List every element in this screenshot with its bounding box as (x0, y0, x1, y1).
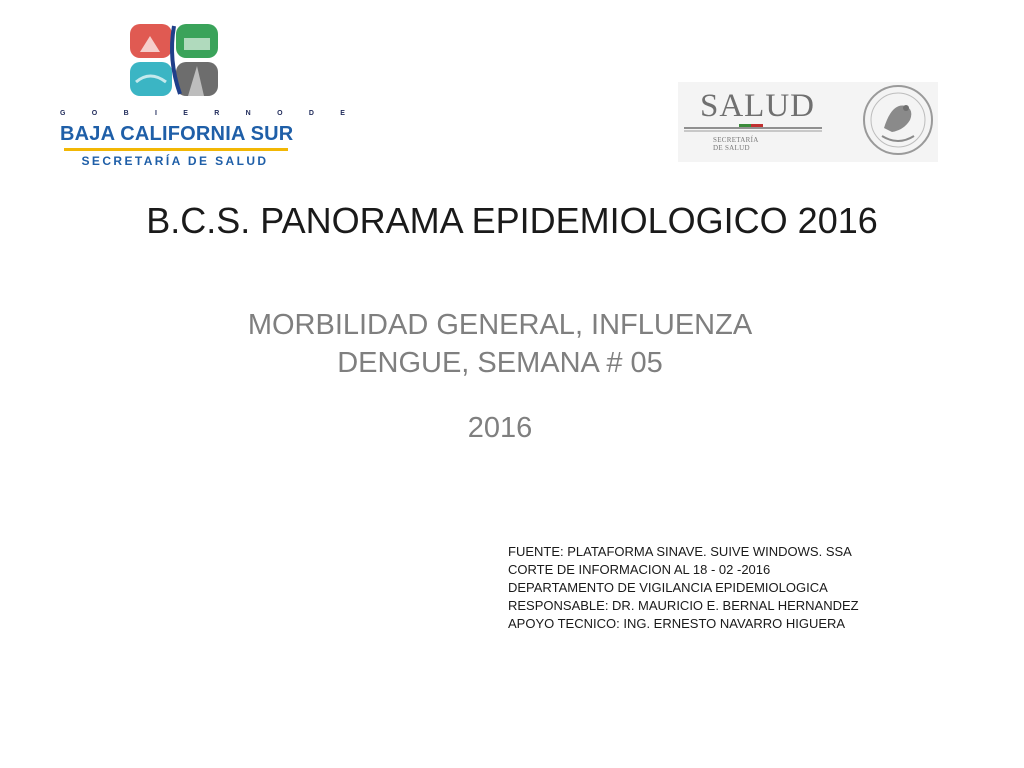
slide-title: B.C.S. PANORAMA EPIDEMIOLOGICO 2016 (146, 200, 878, 241)
flag-red-stripe (751, 124, 763, 127)
salud-rule (684, 127, 822, 129)
note-cutoff-date: CORTE DE INFORMACION AL 18 - 02 -2016 (508, 562, 771, 577)
mexico-seal-icon (862, 80, 934, 160)
salud-rule-light (684, 130, 822, 132)
source-notes (508, 543, 1008, 633)
salud-wordmark: SALUD (700, 88, 816, 124)
note-department: DEPARTAMENTO DE VIGILANCIA EPIDEMIOLOGICA (508, 580, 828, 595)
subtitle-year: 2016 (467, 412, 533, 444)
flag-green-stripe (739, 124, 751, 127)
subtitle-line-1: MORBILIDAD GENERAL, INFLUENZA (247, 309, 753, 341)
note-technical-support: APOYO TECNICO: ING. ERNESTO NAVARRO HIGUERA (508, 616, 846, 631)
salud-subtitle: SECRETARÍA DE SALUD (713, 136, 759, 152)
agency-name: SECRETARÍA DE SALUD (81, 154, 269, 168)
logo-divider (64, 148, 288, 151)
subtitle-line-2: DENGUE, SEMANA # 05 (337, 347, 663, 379)
bcs-emblem-icon (128, 22, 220, 98)
gobierno-label: G O B I E R N O D E (60, 110, 358, 117)
note-responsible: RESPONSABLE: DR. MAURICIO E. BERNAL HERNANDEZ (508, 598, 859, 613)
slide-subtitle (150, 306, 850, 382)
state-name: BAJA CALIFORNIA SUR (60, 123, 294, 145)
note-source: FUENTE: PLATAFORMA SINAVE. SUIVE WINDOWS. SSA (508, 544, 852, 559)
